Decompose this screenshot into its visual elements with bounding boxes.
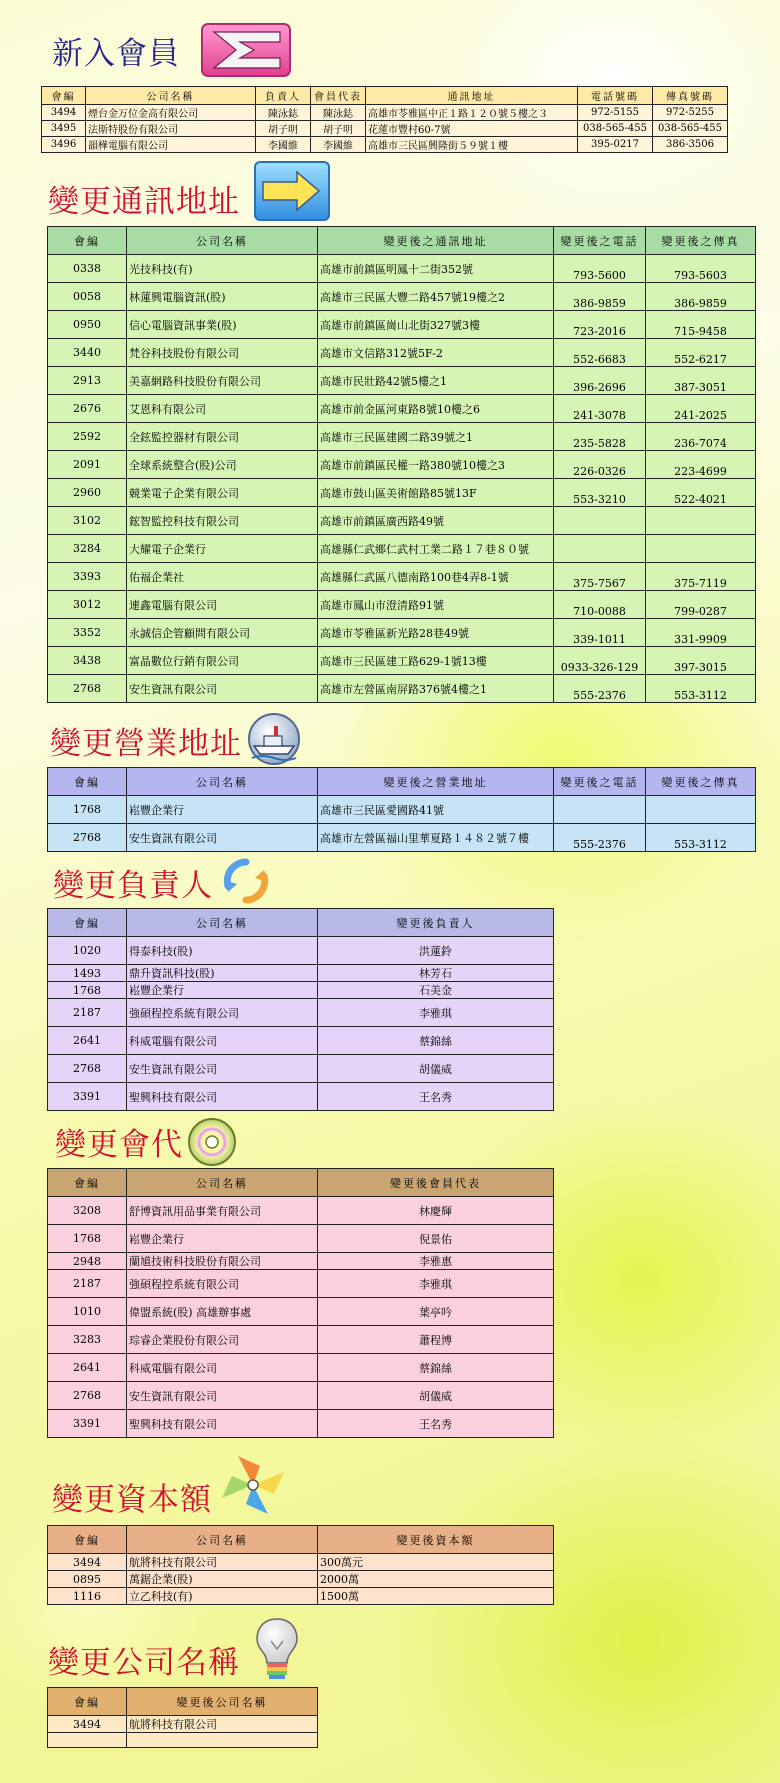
new-address: 高雄市三民區大豐二路457號19樓之2 (318, 283, 554, 311)
new-phone: 386-9859 (554, 283, 646, 311)
new-phone: 375-7567 (554, 563, 646, 591)
col-header: 公司名稱 (86, 87, 256, 105)
member-id: 3495 (42, 121, 86, 137)
member-id (48, 1733, 127, 1748)
right-arrow-icon (253, 160, 331, 222)
table-row (48, 824, 756, 852)
change-address-title: 變更通訊地址 (48, 184, 240, 220)
new-fax: 223-4699 (646, 451, 756, 479)
table-row (48, 1554, 554, 1571)
col-header: 會編 (42, 87, 86, 105)
table-row (48, 675, 756, 703)
table-row (48, 367, 756, 395)
member-id: 3494 (48, 1716, 127, 1733)
new-owner: 胡儀威 (318, 1055, 554, 1083)
table-row (48, 451, 756, 479)
company-name: 梵谷科技股份有限公司 (127, 339, 318, 367)
col-header: 公司名稱 (127, 768, 318, 796)
member-id: 1768 (48, 982, 127, 999)
new-address: 高雄市三民區建國二路39號之1 (318, 423, 554, 451)
company-name: 琮睿企業股份有限公司 (127, 1326, 318, 1354)
company-name: 得泰科技(股) (127, 937, 318, 965)
table-row (48, 255, 756, 283)
member-id: 3494 (48, 1554, 127, 1571)
member-id: 2960 (48, 479, 127, 507)
table-row (48, 1225, 554, 1253)
company-name: 強碩程控系統有限公司 (127, 999, 318, 1027)
new-capital: 300萬元 (318, 1554, 554, 1571)
owner: 李國維 (256, 137, 311, 153)
company-name: 崧豐企業行 (127, 796, 318, 824)
member-id: 3283 (48, 1326, 127, 1354)
company-name: 全球系統整合(股)公司 (127, 451, 318, 479)
new-phone: 793-5600 (554, 255, 646, 283)
new-address: 高雄市三民區建工路629-1號13樓 (318, 647, 554, 675)
company-name: 鼎升資訊科技(股) (127, 965, 318, 982)
company-name: 大耀電子企業行 (127, 535, 318, 563)
table-row (48, 1197, 554, 1225)
new-fax: 397-3015 (646, 647, 756, 675)
phone: 038-565-455 (578, 121, 653, 137)
change-owner-header (48, 909, 554, 937)
business-address: 高雄市左營區福山里華夏路１４８２號７樓 (318, 824, 554, 852)
owner: 胡子明 (256, 121, 311, 137)
new-fax: 375-7119 (646, 563, 756, 591)
table-row (48, 1083, 554, 1111)
pinwheel-icon (218, 1452, 288, 1518)
new-members-table (41, 86, 728, 153)
new-address: 高雄市鼓山區美術館路85號13F (318, 479, 554, 507)
change-capital-header (48, 1526, 554, 1554)
address: 花蓮市豐村60-7號 (366, 121, 578, 137)
fax: 972-5255 (653, 105, 728, 121)
table-row (48, 1716, 318, 1733)
new-address: 高雄市前鎮區崗山北街327號3樓 (318, 311, 554, 339)
change-capital-table (47, 1525, 554, 1605)
company-name: 強碩程控系統有限公司 (127, 1270, 318, 1298)
member-id: 2768 (48, 1055, 127, 1083)
member-id: 2948 (48, 1253, 127, 1270)
table-row (48, 1571, 554, 1588)
table-row (48, 1055, 554, 1083)
new-members-header (42, 87, 728, 105)
table-row (48, 283, 756, 311)
new-fax (646, 507, 756, 535)
table-row (48, 1382, 554, 1410)
member-id: 1010 (48, 1298, 127, 1326)
table-row (48, 937, 554, 965)
table-row (42, 105, 728, 121)
new-address: 高雄縣仁武鄉仁武村工業二路１７巷８０號 (318, 535, 554, 563)
company-name: 全鉉監控器材有限公司 (127, 423, 318, 451)
new-fax: 331-9909 (646, 619, 756, 647)
address: 高雄市三民區興隆街５９號１樓 (366, 137, 578, 153)
table-row (48, 1253, 554, 1270)
new-phone: 552-6683 (554, 339, 646, 367)
table-row (48, 563, 756, 591)
col-header: 會編 (48, 1169, 127, 1197)
company-name: 連鑫電腦有限公司 (127, 591, 318, 619)
col-header: 電話號碼 (578, 87, 653, 105)
table-row (48, 591, 756, 619)
phone: 555-2376 (554, 824, 646, 852)
member-id: 3012 (48, 591, 127, 619)
new-phone: 226-0326 (554, 451, 646, 479)
col-header: 變更後公司名稱 (127, 1688, 318, 1716)
company-name: 立乙科技(有) (127, 1588, 318, 1605)
new-fax: 236-7074 (646, 423, 756, 451)
col-header: 負責人 (256, 87, 311, 105)
member-id: 3438 (48, 647, 127, 675)
col-header: 會編 (48, 1526, 127, 1554)
new-address: 高雄市左營區南屏路376號4樓之1 (318, 675, 554, 703)
member-id: 2091 (48, 451, 127, 479)
member-id: 1116 (48, 1588, 127, 1605)
col-header: 會編 (48, 909, 127, 937)
new-representative: 李雅惠 (318, 1253, 554, 1270)
member-id: 0338 (48, 255, 127, 283)
table-row (48, 1298, 554, 1326)
table-row (48, 619, 756, 647)
member-id: 2768 (48, 675, 127, 703)
col-header: 變更後之傳真 (646, 768, 756, 796)
table-row (48, 647, 756, 675)
table-row (48, 1326, 554, 1354)
member-id: 0058 (48, 283, 127, 311)
company-name: 聖興科技有限公司 (127, 1410, 318, 1438)
disc-icon (186, 1116, 238, 1168)
new-company-name (127, 1733, 318, 1748)
member-id: 1493 (48, 965, 127, 982)
table-row (48, 395, 756, 423)
table-row (48, 965, 554, 982)
col-header: 公司名稱 (127, 227, 318, 255)
phone: 972-5155 (578, 105, 653, 121)
member-id: 1768 (48, 1225, 127, 1253)
table-row (48, 999, 554, 1027)
new-phone: 241-3078 (554, 395, 646, 423)
new-fax: 793-5603 (646, 255, 756, 283)
member-id: 0950 (48, 311, 127, 339)
address: 高雄市苓雅區中正１路１２０號５樓之３ (366, 105, 578, 121)
change-address-header (48, 227, 756, 255)
new-fax: 715-9458 (646, 311, 756, 339)
table-row (48, 796, 756, 824)
new-phone: 723-2016 (554, 311, 646, 339)
representative: 陳泳鋕 (311, 105, 366, 121)
company-name: 永誠信企管顧問有限公司 (127, 619, 318, 647)
member-id: 3391 (48, 1410, 127, 1438)
company-name: 偉盟系統(股) 高雄辦事處 (127, 1298, 318, 1326)
member-id: 3496 (42, 137, 86, 153)
table-row (42, 121, 728, 137)
new-address: 高雄市苓雅區新光路28巷49號 (318, 619, 554, 647)
company-name: 安生資訊有限公司 (127, 824, 318, 852)
change-owner-title: 變更負責人 (53, 868, 213, 904)
refresh-icon (220, 856, 272, 906)
new-representative: 胡儀威 (318, 1382, 554, 1410)
new-phone: 0933-326-129 (554, 647, 646, 675)
change-business-header (48, 768, 756, 796)
col-header: 會編 (48, 1688, 127, 1716)
member-id: 3440 (48, 339, 127, 367)
new-address: 高雄市文信路312號5F-2 (318, 339, 554, 367)
company-name: 舒博資訊用品事業有限公司 (127, 1197, 318, 1225)
col-header: 變更後會員代表 (318, 1169, 554, 1197)
member-id: 3352 (48, 619, 127, 647)
col-header: 變更後之電話 (554, 227, 646, 255)
member-id: 2913 (48, 367, 127, 395)
fax (646, 796, 756, 824)
company-name: 聖興科技有限公司 (127, 1083, 318, 1111)
new-fax: 387-3051 (646, 367, 756, 395)
member-id: 1020 (48, 937, 127, 965)
change-rep-table (47, 1168, 554, 1438)
table-row (48, 423, 756, 451)
company-name: 蘭馗技術科技股份有限公司 (127, 1253, 318, 1270)
col-header: 公司名稱 (127, 1169, 318, 1197)
new-address: 高雄市民壯路42號5樓之1 (318, 367, 554, 395)
member-id: 3494 (42, 105, 86, 121)
table-row (48, 1588, 554, 1605)
phone (554, 796, 646, 824)
new-address: 高雄市前鎮區廣西路49號 (318, 507, 554, 535)
change-business-title: 變更營業地址 (50, 726, 242, 762)
representative: 胡子明 (311, 121, 366, 137)
company-name: 安生資訊有限公司 (127, 1382, 318, 1410)
table-row (48, 1354, 554, 1382)
new-phone: 710-0088 (554, 591, 646, 619)
company-name: 韻樺電腦有限公司 (86, 137, 256, 153)
new-address: 高雄市前金區河東路8號10樓之6 (318, 395, 554, 423)
company-name: 科威電腦有限公司 (127, 1027, 318, 1055)
member-id: 2592 (48, 423, 127, 451)
new-phone (554, 535, 646, 563)
company-name: 安生資訊有限公司 (127, 1055, 318, 1083)
arrows-swap-icon (200, 22, 292, 78)
new-fax: 386-9859 (646, 283, 756, 311)
col-header: 會編 (48, 227, 127, 255)
col-header: 傳真號碼 (653, 87, 728, 105)
new-fax: 799-0287 (646, 591, 756, 619)
change-address-body (48, 255, 756, 703)
new-representative: 倪景佑 (318, 1225, 554, 1253)
change-owner-body (48, 937, 554, 1111)
member-id: 2641 (48, 1027, 127, 1055)
company-name: 美嘉網路科技股份有限公司 (127, 367, 318, 395)
member-id: 3391 (48, 1083, 127, 1111)
member-id: 2768 (48, 824, 127, 852)
change-name-table (47, 1687, 318, 1748)
company-name: 法斯特股份有限公司 (86, 121, 256, 137)
company-name: 佑福企業社 (127, 563, 318, 591)
member-id: 3284 (48, 535, 127, 563)
member-id: 2187 (48, 1270, 127, 1298)
member-id: 2768 (48, 1382, 127, 1410)
new-phone: 555-2376 (554, 675, 646, 703)
table-row (48, 1270, 554, 1298)
fax: 386-3506 (653, 137, 728, 153)
col-header: 變更後之營業地址 (318, 768, 554, 796)
member-id: 3208 (48, 1197, 127, 1225)
new-phone: 339-1011 (554, 619, 646, 647)
change-name-header (48, 1688, 318, 1716)
company-name: 信心電腦資訊事業(股) (127, 311, 318, 339)
company-name: 安生資訊有限公司 (127, 675, 318, 703)
table-row (48, 982, 554, 999)
new-representative: 葉亭吟 (318, 1298, 554, 1326)
company-name: 林蓮興電腦資訊(股) (127, 283, 318, 311)
company-name: 航將科技有限公司 (127, 1554, 318, 1571)
new-company-name: 航將科技有限公司 (127, 1716, 318, 1733)
member-id: 2676 (48, 395, 127, 423)
new-phone: 235-5828 (554, 423, 646, 451)
col-header: 變更後負責人 (318, 909, 554, 937)
new-representative: 蕭程博 (318, 1326, 554, 1354)
member-id: 2641 (48, 1354, 127, 1382)
lightbulb-icon (255, 1617, 299, 1683)
col-header: 會員代表 (311, 87, 366, 105)
company-name: 競業電子企業有限公司 (127, 479, 318, 507)
new-fax: 553-3112 (646, 675, 756, 703)
new-phone (554, 507, 646, 535)
table-row (48, 1027, 554, 1055)
new-address: 高雄市前鎮區明鳳十二街352號 (318, 255, 554, 283)
fax: 553-3112 (646, 824, 756, 852)
company-name: 煙台金万位金高有限公司 (86, 105, 256, 121)
new-owner: 蔡錦絲 (318, 1027, 554, 1055)
col-header: 公司名稱 (127, 909, 318, 937)
new-owner: 洪蓮鈴 (318, 937, 554, 965)
table-row (48, 1733, 318, 1748)
company-name: 科威電腦有限公司 (127, 1354, 318, 1382)
change-capital-title: 變更資本額 (52, 1482, 212, 1518)
change-rep-title: 變更會代 (55, 1127, 183, 1163)
table-row (48, 479, 756, 507)
table-row (48, 535, 756, 563)
new-owner: 林芳石 (318, 965, 554, 982)
change-address-table (47, 226, 756, 703)
table-row (42, 137, 728, 153)
company-name: 鋐智監控科技有限公司 (127, 507, 318, 535)
new-representative: 林慶輝 (318, 1197, 554, 1225)
table-row (48, 311, 756, 339)
change-name-title: 變更公司名稱 (48, 1645, 240, 1681)
col-header: 變更後資本額 (318, 1526, 554, 1554)
fax: 038-565-455 (653, 121, 728, 137)
member-id: 2187 (48, 999, 127, 1027)
new-members-title: 新入會員 (52, 36, 180, 72)
owner: 陳泳鋕 (256, 105, 311, 121)
new-fax: 552-6217 (646, 339, 756, 367)
new-address: 高雄市鳳山市澄清路91號 (318, 591, 554, 619)
new-address: 高雄縣仁武區八德南路100巷4弄8-1號 (318, 563, 554, 591)
table-row (48, 1410, 554, 1438)
new-capital: 2000萬 (318, 1571, 554, 1588)
col-header: 通訊地址 (366, 87, 578, 105)
new-representative: 李雅琪 (318, 1270, 554, 1298)
company-name: 富晶數位行銷有限公司 (127, 647, 318, 675)
new-fax: 241-2025 (646, 395, 756, 423)
col-header: 變更後之電話 (554, 768, 646, 796)
representative: 李國維 (311, 137, 366, 153)
new-representative: 蔡錦絲 (318, 1354, 554, 1382)
new-fax (646, 535, 756, 563)
company-name: 光技科技(有) (127, 255, 318, 283)
change-rep-header (48, 1169, 554, 1197)
new-phone: 396-2696 (554, 367, 646, 395)
col-header: 變更後之通訊地址 (318, 227, 554, 255)
change-business-table (47, 767, 756, 852)
business-address: 高雄市三民區愛國路41號 (318, 796, 554, 824)
table-row (48, 339, 756, 367)
new-phone: 553-3210 (554, 479, 646, 507)
new-owner: 王名秀 (318, 1083, 554, 1111)
new-owner: 李雅琪 (318, 999, 554, 1027)
member-id: 3393 (48, 563, 127, 591)
ship-icon (244, 712, 304, 766)
col-header: 會編 (48, 768, 127, 796)
member-id: 3102 (48, 507, 127, 535)
new-capital: 1500萬 (318, 1588, 554, 1605)
new-address: 高雄市前鎮區民權一路380號10樓之3 (318, 451, 554, 479)
company-name: 崧豐企業行 (127, 1225, 318, 1253)
new-fax: 522-4021 (646, 479, 756, 507)
company-name: 萬鋸企業(股) (127, 1571, 318, 1588)
col-header: 變更後之傳真 (646, 227, 756, 255)
member-id: 0895 (48, 1571, 127, 1588)
new-representative: 王名秀 (318, 1410, 554, 1438)
table-row (48, 507, 756, 535)
company-name: 崧豐企業行 (127, 982, 318, 999)
change-rep-body (48, 1197, 554, 1438)
phone: 395-0217 (578, 137, 653, 153)
member-id: 1768 (48, 796, 127, 824)
col-header: 公司名稱 (127, 1526, 318, 1554)
change-owner-table (47, 908, 554, 1111)
company-name: 艾恩科有限公司 (127, 395, 318, 423)
new-owner: 石美金 (318, 982, 554, 999)
